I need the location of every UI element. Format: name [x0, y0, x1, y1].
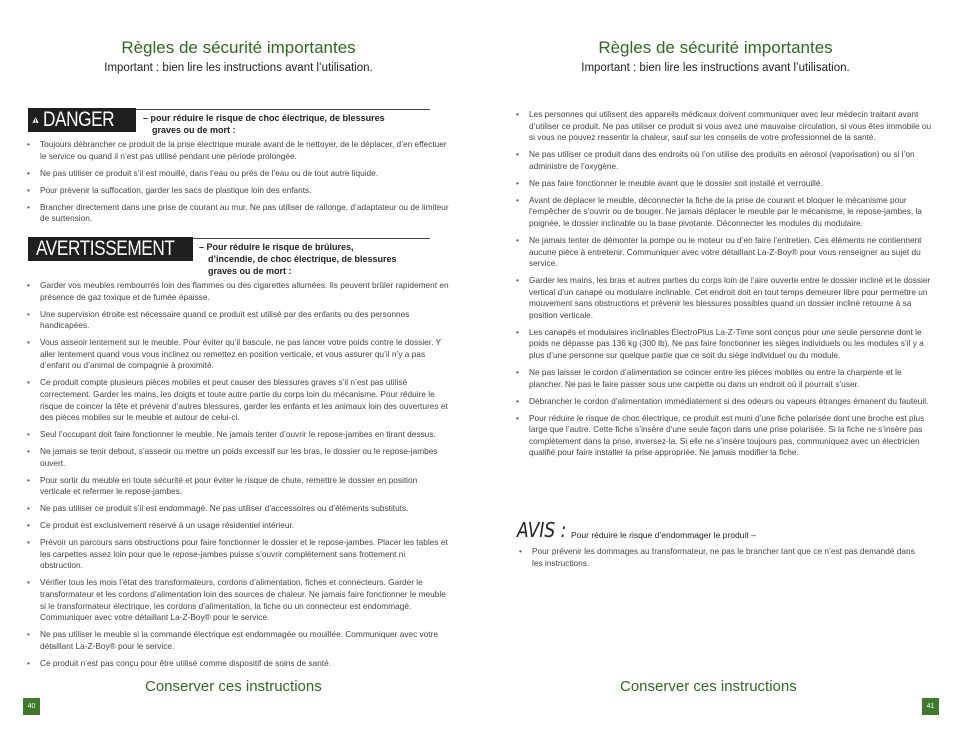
list-item: • Prévoir un parcours sans obstructions pour faire fonctionner le dossier et le repose-jambes. Placer les tables et les carpettes assez loin pour que le repose-jambes puisse s’ouvrir complètement sans frottement ni obstruction. [25, 537, 450, 572]
list-item: • Ne jamais tenter de démonter la pompe ou le moteur ou d’en faire l’entretien. Ces éléments ne contiennent aucune pièce à entretenir. Communiquer avec votre détaillant La-Z-Boy® pour vous renseigner au sujet du service. [514, 235, 932, 270]
list-item: • Garder vos meubles rembourrés loin des flammes ou des cigarettes allumées. Ils peuvent brûler rapidement en présence de gaz toxique et de fumée épaisse. [25, 280, 450, 303]
page-heading: Règles de sécurité importantes [121, 38, 356, 57]
danger-note-line: – pour réduire le risque de choc électrique, de blessures [143, 113, 385, 123]
list-item: • Vérifier tous les mois l’état des transformateurs, cordons d’alimentation, fiches et connecteurs. Garder le transformateur et les cordons d’alimentation loin des sources de chaleur. Ne jamais faire fonctionner le meuble si le transformateur électrique, les cordons d’alimentation, la fiche ou un connecteur est endommagé. Communiquer avec votre détaillant La-Z-Boy® pour le service. [25, 577, 450, 623]
list-item: • Ne pas utiliser le meuble si la commande électrique est endommagée ou mouillée. Communiquer avec votre détaillant La-Z-Boy® pour le service. [25, 629, 450, 652]
list-item: • Seul l’occupant doit faire fonctionner le meuble. Ne jamais tenter d’ouvrir le repose-jambes en tirant dessus. [25, 429, 450, 441]
avertissement-label: AVERTISSEMENT [36, 237, 175, 260]
page-footer: Conserver ces instructions [145, 678, 322, 695]
list-item: • Ce produit n’est pas conçu pour être utilisé comme dispositif de soins de santé. [25, 658, 450, 670]
list-item: • Pour réduire le risque de choc électrique, ce produit est muni d’une fiche polarisée dont une broche est plus large que l’autre. Cette fiche s’insère d’une seule façon dans une prise polarisée. Si la fiche ne s’insère pas complètement dans la prise, inversez-la. Si elle ne s’insère toujours pas, communiquez avec un électricien qualifié pour faire installer la prise appropriée. Ne jamais modifier la fiche. [514, 413, 932, 459]
list-item: • Brancher directement dans une prise de courant au mur. Ne pas utiliser de rallonge, d’adaptateur ou de limiteur de surtension. [25, 202, 450, 225]
avertissement-list [25, 280, 450, 675]
danger-list [25, 139, 450, 230]
list-item: • Pour sortir du meuble en toute sécurité et pour éviter le risque de chute, remettre le dossier en position verticale et refermer le repose-jambes. [25, 475, 450, 498]
list-item: • Vous asseoir lentement sur le meuble. Pour éviter qu’il bascule, ne pas lancer votre poids contre le dossier. Y aller lentement quand vous vous inclinez ou remettez en position verticale, et vous assurer qu’il n’y a pas d’enfant ou d’animal de compagnie à proximité. [25, 337, 450, 372]
list-item: • Les personnes qui utilisent des appareils médicaux doivent communiquer avec leur médecin traitant avant d’utiliser ce produit. Ne pas utiliser ce produit si vous avez une mauvaise circulation, si vous êtes immobile ou si vous ne pouvez ressentir la chaleur, sauf sur les conseils de votre professionnel de la santé. [514, 109, 932, 144]
list-item: • Garder les mains, les bras et autres parties du corps loin de l’aire ouverte entre le dossier incliné et le dossier vertical d’un canapé ou modulaire inclinable. Cet endroit doit en tout temps demeurer libre pour permettre un mouvement sans obstructions et prévenir les blessures possibles quand un dossier incliné retourne à sa position verticale. [514, 275, 932, 321]
page-subheading: Important : bien lire les instructions avant l’utilisation. [104, 62, 373, 74]
list-item: • Ne pas utiliser ce produit s’il est endommagé. Ne pas utiliser d’accessoires ou d’éléments substituts. [25, 503, 450, 515]
list-item: • Ne pas faire fonctionner le meuble avant que le dossier soit installé et verrouillé. [514, 178, 932, 190]
list-item: • Les canapés et modulaires inclinables ÉlectroPlus La-Z-Time sont conçus pour une seule personne dont le poids ne dépasse pas 136 kg (300 lb). Ne pas faire fonctionner les sièges individuels ou les modules s’il y a plus d’une personne sur quelque partie que ce soit du siège individuel ou du module. [514, 327, 932, 362]
list-item: • Avant de déplacer le meuble, déconnecter la fiche de la prise de courant et bloquer le mécanisme pour l’empêcher de s’ouvrir ou de bouger. Ne jamais déplacer le meuble par le mécanisme, le repose-jambes, la poignée, le dossier inclinable ou la base pivotante. Déconnecter les modules du modulaire. [514, 195, 932, 230]
list-item: • Ce produit compte plusieurs pièces mobiles et peut causer des blessures graves s’il n’est pas utilisé correctement. Garder les mains, les doigts et toute autre partie du corps loin du mécanisme. Pour réduire le risque de coincer la tête et prévenir d’autres blessures, garder les enfants et les animaux loin des ouvertures et des pièces mobiles sur le meuble et autour de celui-ci. [25, 377, 450, 423]
avertissement-note-line: – Pour réduire le risque de brûlures, [199, 242, 354, 252]
danger-banner [28, 108, 136, 132]
avis-label: AVIS : [517, 518, 567, 542]
list-item: • Pour prévenir les dommages au transformateur, ne pas le brancher tant que ce n’est pas demandé dans les instructions. [517, 546, 927, 569]
page-footer: Conserver ces instructions [620, 678, 797, 695]
warning-triangle-icon [32, 112, 39, 128]
avertissement-note [199, 241, 434, 277]
avis-note: Pour réduire le risque d’endommager le produit – [571, 530, 756, 540]
avertissement-banner [28, 237, 193, 261]
avertissement-note-line: d’incendie, de choc électrique, de blessures [208, 254, 397, 264]
list-item: • Ce produit est exclusivement réservé à un usage résidentiel intérieur. [25, 520, 450, 532]
danger-note-line: graves ou de mort : [152, 125, 236, 135]
page-subheading: Important : bien lire les instructions avant l’utilisation. [581, 62, 850, 74]
list-item: • Ne jamais se tenir debout, s’asseoir ou mettre un poids excessif sur les bras, le dossier ou le repose-jambes ouvert. [25, 446, 450, 469]
page-number: 40 [23, 698, 40, 715]
right-page [477, 0, 954, 738]
page-heading: Règles de sécurité importantes [598, 38, 833, 57]
danger-rule [136, 109, 430, 110]
danger-label: DANGER [43, 108, 115, 131]
avis-list [517, 546, 927, 575]
list-item: • Une supervision étroite est nécessaire quand ce produit est utilisé par des enfants ou des personnes handicapées. [25, 309, 450, 332]
page-number: 41 [922, 698, 939, 715]
list-item: • Ne pas utiliser ce produit s’il est mouillé, dans l’eau ou près de l’eau ou de tout autre liquide. [25, 168, 450, 180]
avertissement-note-line: graves ou de mort : [208, 266, 292, 276]
list-item: • Pour prévenir la suffocation, garder les sacs de plastique loin des enfants. [25, 185, 450, 197]
right-safety-list [514, 109, 932, 464]
danger-note [143, 112, 433, 136]
avertissement-rule [193, 238, 430, 239]
list-item: • Ne pas utiliser ce produit dans des endroits où l’on utilise des produits en aérosol (vaporisation) ou si l’on administre de l’oxygène. [514, 149, 932, 172]
list-item: • Débrancher le cordon d’alimentation immédiatement si des odeurs ou vapeurs étranges émanent du fauteuil. [514, 396, 932, 408]
list-item: • Toujours débrancher ce produit de la prise électrique murale avant de le nettoyer, de le déplacer, d’en effectuer le service ou quand il n’est pas utilisé pendant une période prolongée. [25, 139, 450, 162]
list-item: • Ne pas laisser le cordon d’alimentation se coincer entre les pièces mobiles ou entre la charpente et le plancher. Ne pas le faire passer sous une carpette ou dans un endroit où il pourrait s’user. [514, 367, 932, 390]
